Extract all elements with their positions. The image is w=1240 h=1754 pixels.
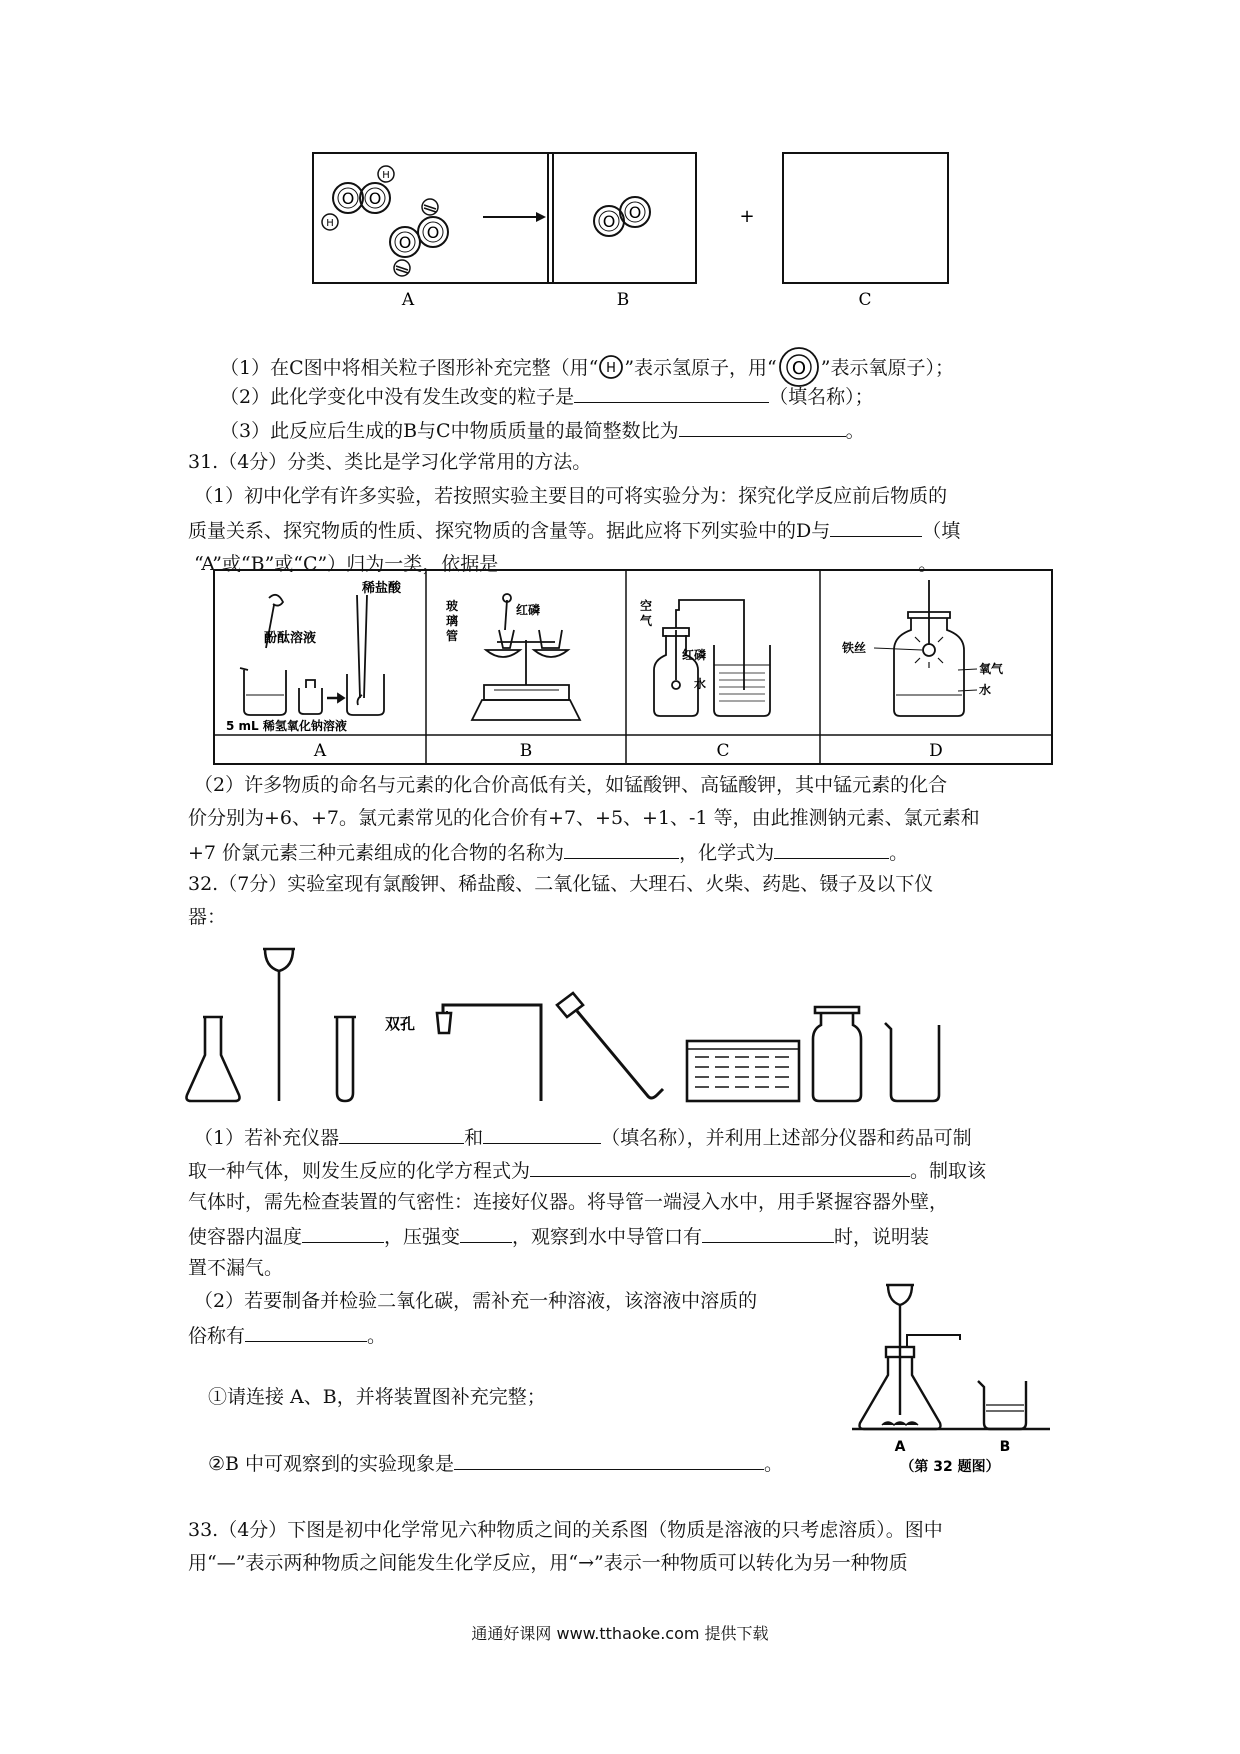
test-tube xyxy=(337,1017,353,1101)
q30-line1: （1）在C图中将相关粒子图形补充完整（用“ H ”表示氢原子，用“ O ”表示氧原子）； xyxy=(220,349,954,389)
answer-blank[interactable] xyxy=(339,1124,464,1144)
co2-apparatus-figure xyxy=(850,1275,1060,1485)
q32-heading-1: 32.（7分）实验室现有氯酸钾、稀盐酸、二氧化锰、大理石、火柴、药匙、镊子及以下仪 xyxy=(188,873,934,895)
svg-text:（第 32 题图）: （第 32 题图） xyxy=(900,1459,1000,1475)
q31-p1-line3: “A”或“B”或“C”）归为一类，依据是 。 xyxy=(194,550,937,577)
svg-text:空: 空 xyxy=(640,599,653,613)
q32-p1-line5: 置不漏气。 xyxy=(188,1257,284,1279)
answer-blank[interactable] xyxy=(774,839,889,859)
panel-label-a: A xyxy=(401,290,415,310)
q31-heading: 31.（4分）分类、类比是学习化学常用的方法。 xyxy=(188,451,592,473)
molecule-diagram xyxy=(300,150,960,310)
q32-p1-line1: （1）若补充仪器 和 （填名称），并利用上述部分仪器和药品可制 xyxy=(194,1124,972,1151)
svg-text:O: O xyxy=(791,358,806,379)
svg-text:5 mL 稀氢氧化钠溶液: 5 mL 稀氢氧化钠溶液 xyxy=(226,719,347,733)
table-label-a: A xyxy=(313,741,327,761)
svg-text:红磷: 红磷 xyxy=(682,648,707,662)
answer-blank[interactable] xyxy=(530,1157,910,1177)
q31-p1-line2: 质量关系、探究物质的性质、探究物质的含量等。据此应将下列实验中的D与 （填 xyxy=(188,517,960,544)
svg-text:稀盐酸: 稀盐酸 xyxy=(362,581,402,596)
q32-heading-2: 器： xyxy=(188,906,227,928)
figure-c-air-content xyxy=(654,600,770,716)
page-footer: 通通好课网 www.tthaoke.com 提供下载 xyxy=(471,1624,769,1643)
q31-p2-line2: 价分别为+6、+7。氯元素常见的化合价有+7、+5、+1、-1 等，由此推测钠元素、氯元素和 xyxy=(188,807,980,829)
answer-blank[interactable] xyxy=(302,1223,384,1243)
q32-p1-line4: 使容器内温度 ，压强变 ，观察到水中导管口有 时，说明装 xyxy=(188,1223,929,1250)
q30-line2: （2）此化学变化中没有发生改变的粒子是 （填名称）； xyxy=(220,383,874,410)
water-molecule xyxy=(322,166,394,230)
svg-text:O: O xyxy=(426,223,440,242)
hydrogen-atom-icon xyxy=(598,356,624,382)
svg-text:O: O xyxy=(341,189,355,208)
svg-text:双孔: 双孔 xyxy=(385,1015,416,1033)
svg-text:A: A xyxy=(894,1439,906,1455)
table-label-c: C xyxy=(716,741,730,761)
q32-p2-line2: 俗称有 。 xyxy=(188,1322,386,1349)
q30-line3: （3）此反应后生成的B与C中物质质量的最简整数比为 。 xyxy=(220,417,865,444)
q32-p2-line1: （2）若要制备并检验二氧化碳，需补充一种溶液，该溶液中溶质的 xyxy=(194,1290,758,1312)
svg-text:O: O xyxy=(368,189,382,208)
experiment-table xyxy=(214,570,1054,766)
answer-blank[interactable] xyxy=(564,839,679,859)
figure-a-phenolphthalein xyxy=(240,595,384,715)
svg-text:铁丝: 铁丝 xyxy=(842,641,867,655)
oxygen-molecule xyxy=(594,197,650,236)
delivery-tube xyxy=(557,993,663,1098)
q31-p1-line1: （1）初中化学有许多实验，若按照实验主要目的可将实验分为：探究化学反应前后物质的 xyxy=(194,485,948,507)
svg-text:管: 管 xyxy=(446,629,459,643)
answer-blank[interactable] xyxy=(460,1223,512,1243)
panel-label-c: C xyxy=(858,290,872,310)
svg-text:气: 气 xyxy=(640,614,653,628)
table-label-d: D xyxy=(929,741,943,761)
q33-line1: 33.（4分）下图是初中化学常见六种物质之间的关系图（物质是溶液的只考虑溶质）。图中 xyxy=(188,1519,943,1541)
svg-text:B: B xyxy=(999,1439,1011,1455)
svg-text:H: H xyxy=(382,170,390,181)
svg-text:氧气: 氧气 xyxy=(979,662,1004,676)
svg-text:水: 水 xyxy=(694,677,707,691)
double-hole-stopper xyxy=(437,1005,541,1101)
long-neck-funnel xyxy=(263,949,295,1101)
answer-blank[interactable] xyxy=(830,517,922,537)
q31-p2-line1: （2）许多物质的命名与元素的化合价高低有关，如锰酸钾、高锰酸钾，其中锰元素的化合 xyxy=(194,774,948,796)
box-c[interactable] xyxy=(783,153,948,283)
svg-text:O: O xyxy=(398,233,412,252)
svg-text:玻: 玻 xyxy=(446,599,459,613)
svg-text:红磷: 红磷 xyxy=(516,603,541,617)
gas-collecting-bottle xyxy=(813,1007,861,1101)
conical-flask xyxy=(187,1017,240,1101)
answer-blank[interactable] xyxy=(245,1322,367,1342)
svg-text:O: O xyxy=(628,203,642,222)
q32-sub2: ②B 中可观察到的实验现象是 。 xyxy=(208,1450,783,1477)
q32-sub1: ①请连接 A、B，并将装置图补充完整； xyxy=(208,1386,546,1408)
svg-text:酚酞溶液: 酚酞溶液 xyxy=(264,631,317,646)
figure-d-iron-burning xyxy=(894,580,964,716)
svg-text:水: 水 xyxy=(979,683,992,697)
water-molecule xyxy=(390,199,448,276)
svg-text:O: O xyxy=(602,212,616,231)
table-label-b: B xyxy=(519,741,533,761)
answer-blank[interactable] xyxy=(454,1450,764,1470)
q33-line2: 用“—”表示两种物质之间能发生化学反应，用“→”表示一种物质可以转化为另一种物质 xyxy=(188,1552,908,1574)
svg-text:H: H xyxy=(326,218,334,229)
apparatus-row xyxy=(185,945,1065,1105)
water-trough xyxy=(687,1041,799,1101)
q32-p1-line2: 取一种气体，则发生反应的化学方程式为 。制取该 xyxy=(188,1157,986,1184)
answer-blank[interactable] xyxy=(679,417,846,437)
panel-label-b: B xyxy=(616,290,630,310)
q31-p2-line3: +7 价氯元素三种元素组成的化合物的名称为 ，化学式为 。 xyxy=(188,839,908,866)
svg-text:璃: 璃 xyxy=(446,614,459,628)
answer-blank[interactable] xyxy=(574,383,769,403)
answer-blank[interactable] xyxy=(483,1124,601,1144)
plus-sign: + xyxy=(739,206,755,227)
svg-text:H: H xyxy=(606,361,617,376)
answer-blank[interactable] xyxy=(702,1223,834,1243)
answer-blank[interactable] xyxy=(498,550,918,570)
beaker xyxy=(885,1023,939,1101)
q32-p1-line3: 气体时，需先检查装置的气密性：连接好仪器。将导管一端浸入水中，用手紧握容器外壁， xyxy=(188,1191,949,1213)
